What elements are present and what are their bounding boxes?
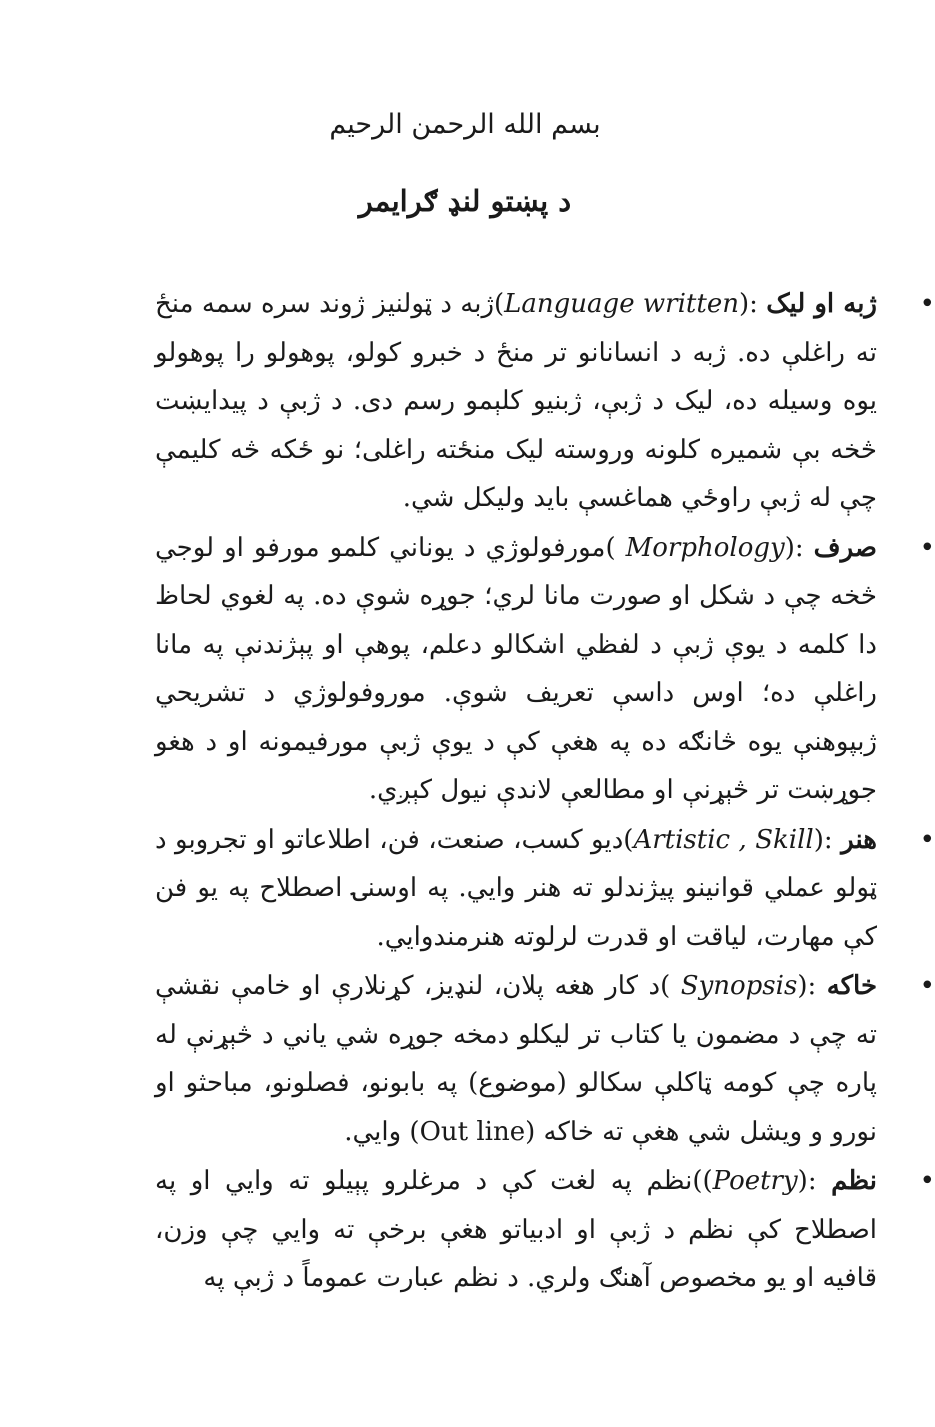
entry-term: خاکه — [826, 971, 878, 1001]
glossary-entry-art — [155, 816, 935, 962]
bullet-icon: • — [919, 971, 935, 1001]
entry-definition: د کار هغه پلان، لنډيز، کړنلارې او خامې نقشې ته چې د مضمون يا کتاب تر ليکلو دمخه جوړه شي ياني د څېړنې له پاره چې کومه ټاکلې سکالو (موضوع) په بابونو، فصلونو، مباحثو او نورو و ويشل شي هغې ته خاکه (Out line) وايي. — [155, 971, 877, 1147]
entry-definition: ديو کسب، صنعت، فن، اطلاعاتو او تجروبو د ټولو عملي قوانينو پيژندلو ته هنر وايي. په اوسنۍ اصطلاح په يو فن کې مهارت، لياقت او قدرت لرلوته هنرمندوايي. — [155, 824, 877, 952]
entry-colon: :( — [813, 824, 842, 855]
entry-term: هنر — [841, 824, 877, 855]
entry-term: صرف — [813, 532, 877, 563]
entry-english-term: Artistic , Skill — [633, 824, 814, 855]
entry-english-term: Poetry — [712, 1166, 798, 1196]
entry-colon: :( — [797, 1166, 832, 1196]
bullet-icon: • — [919, 532, 935, 563]
glossary-list — [155, 280, 935, 1304]
entry-definition: مورفولوژي د يوناني کلمو مورفو او لوجي څخه چې د شکل او صورت مانا لري؛ جوړه شوې ده. په لغوي لحاظ دا کلمه د يوې ژبې د لفظي اشکالو دعلم، پوهې او پېژندنې په مانا راغلې ده؛ اوس داسې تعريف شوې. موروفولوژي د تشريحي ژبپوهنې يوه څانګه ده په هغې کې د يوې ژبې مورفيمونه او د هغو جوړښت تر څېړنې او مطالعې لاندې نيول کېږي. — [155, 532, 877, 805]
entry-english-term: Synopsis — [680, 971, 798, 1001]
entry-paren-close: ) — [702, 1166, 713, 1196]
entry-paren-close: ) — [623, 824, 634, 855]
entry-colon: :( — [784, 532, 814, 563]
entry-colon: :( — [738, 289, 767, 319]
entry-colon: :( — [797, 971, 827, 1001]
bullet-icon: • — [919, 824, 935, 855]
glossary-entry-language-writing — [155, 280, 935, 523]
entry-paren-close: ) — [660, 971, 681, 1001]
glossary-entry-synopsis — [155, 962, 935, 1156]
book-title: د پښتو لنډ ګرايمر — [358, 184, 572, 218]
entry-definition: ژبه د ټولنيز ژوند سره سمه منځ ته راغلې ده. ژبه د انسانانو تر منځ د خبرو کولو، پوهولو را پوهولو يوه وسيله ده، ليک د ژبې، ژبنيو کلېمو رسم دی. د ژبې د پيدايښت څخه بې شميره کلونه وروسته ليک منځته راغلی؛ نو ځکه څه کليمې چې له ژبې راوځي هماغسې بايد وليکل شي. — [155, 289, 877, 513]
entry-english-term: Language written — [504, 289, 739, 319]
entry-paren-close: ) — [494, 289, 505, 319]
entry-definition: )نظم په لغت کې د مرغلرو پېيلو ته وايي او په اصطلاح کې نظم د ژبې او ادبياتو هغې برخې ته وايي چې وزن، قافيه او يو مخصوص آهنګ ولري. د نظم عبارت عموماً د ژبې په — [155, 1166, 877, 1293]
entry-paren-close: ) — [605, 532, 626, 563]
basmala-heading: بسم الله الرحمن الرحيم — [329, 109, 601, 140]
entry-term: ژبه او ليک — [766, 289, 877, 319]
entry-term: نظم — [831, 1166, 877, 1196]
bullet-icon: • — [919, 289, 935, 319]
glossary-entry-poetry — [155, 1157, 935, 1303]
glossary-entry-morphology — [155, 524, 935, 815]
entry-english-term: Morphology — [625, 532, 785, 563]
bullet-icon: • — [919, 1166, 935, 1196]
